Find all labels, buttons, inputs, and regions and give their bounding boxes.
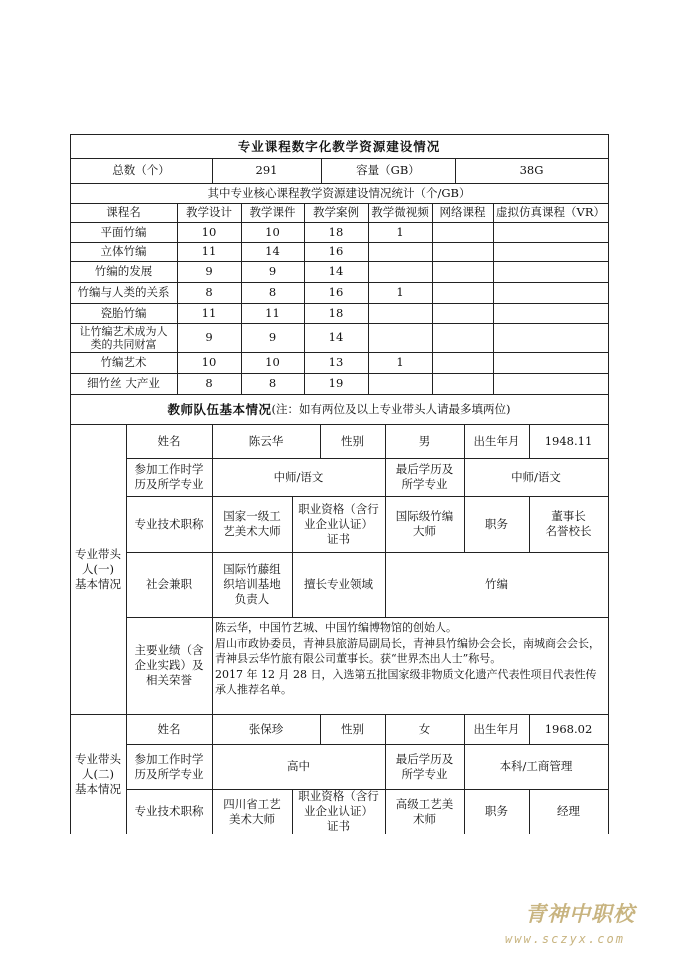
capacity-value: 38G (519, 163, 544, 177)
leader1-post-label: 职务 (485, 516, 508, 531)
leader1-birth: 1948.11 (544, 433, 593, 448)
leader1-social: 国际竹藤组 织培训基地 负责人 (223, 562, 281, 606)
course-value-cell: 1 (396, 224, 404, 239)
leader1-qual-label: 职业资格（含行 业企业认证） 证书 (298, 501, 379, 546)
leader1-title: 国家一级工 艺美术大师 (223, 509, 281, 538)
section-title: 专业课程数字化教学资源建设情况 (237, 138, 441, 154)
course-value-cell (493, 373, 608, 394)
leader2-gender: 女 (418, 721, 431, 736)
course-value-cell (493, 242, 608, 261)
leader2-title-label: 专业技术职称 (134, 804, 204, 818)
course-value-cell: 10 (201, 355, 217, 369)
leader1-post: 董事长 名誉校长 (545, 509, 592, 538)
course-name-cell: 竹编与人类的关系 (77, 285, 170, 299)
leader1-gender-label: 性别 (341, 433, 364, 448)
teacher-section-title (70, 394, 608, 424)
course-value-cell: 16 (328, 244, 344, 258)
leader2-title: 四川省工艺 美术大师 (223, 796, 281, 826)
course-value-cell: 8 (205, 285, 213, 299)
course-value-cell: 13 (328, 355, 344, 369)
course-value-cell: 11 (201, 305, 217, 320)
course-value-cell: 11 (201, 244, 217, 258)
leader1-field-label: 擅长专业领域 (304, 577, 373, 591)
col-header: 虚拟仿真课程（VR） (496, 205, 605, 219)
col-header: 教学设计 (186, 205, 232, 219)
leader1-name: 陈云华 (248, 433, 284, 448)
course-name-cell: 竹编艺术 (100, 355, 147, 369)
course-name-cell: 立体竹编 (100, 244, 147, 258)
course-value-cell (368, 323, 432, 352)
leader1-name-label: 姓名 (157, 433, 181, 448)
leader1-highest-edu: 中师/语文 (511, 469, 561, 484)
course-value-cell: 14 (328, 330, 344, 344)
watermark-url: www.sczyx.com (505, 932, 625, 946)
course-value-cell: 10 (265, 355, 280, 369)
leader1-achieve-label: 主要业绩（含 企业实践）及 相关荣誉 (134, 643, 204, 687)
course-value-cell (493, 303, 608, 323)
course-value-cell (432, 352, 493, 373)
course-value-cell (432, 222, 493, 242)
leader1-group-label: 专业带头 人(一) 基本情况 (75, 546, 121, 591)
course-value-cell: 10 (265, 224, 280, 239)
course-value-cell: 19 (328, 376, 344, 390)
course-name-cell: 竹编的发展 (94, 264, 153, 278)
course-value-cell: 14 (328, 264, 344, 278)
col-header: 教学微视频 (371, 205, 429, 219)
course-value-cell: 10 (201, 224, 217, 239)
course-value-cell: 11 (265, 305, 280, 320)
total-value: 291 (255, 163, 278, 177)
leader1-birth-label: 出生年月 (473, 433, 520, 448)
course-value-cell (493, 352, 608, 373)
leader1-achieve: 陈云华，中国竹艺城、中国竹编博物馆的创始人。 眉山市政协委员，青神县旅游局副局长，青神县竹编协会会长，南城商会会长，青神县云华竹旅有限公司董事长。获“世界杰出人士”称号。 2017 年 12 月 28 日，入选第五批国家级非物质文化遗产代表性项目代表性传承人推荐名单。 (215, 621, 600, 696)
course-value-cell (432, 261, 493, 282)
course-name-cell: 细竹丝 大产业 (87, 376, 160, 390)
course-value-cell: 8 (268, 285, 277, 299)
leader2-birth-label: 出生年月 (473, 721, 520, 736)
leader1-work-edu-label: 参加工作时学 历及所学专业 (134, 462, 204, 491)
course-value-cell: 1 (396, 285, 404, 299)
course-value-cell: 9 (268, 264, 277, 278)
course-value-cell: 8 (268, 376, 277, 390)
leader2-post: 经理 (557, 804, 580, 818)
leader2-name: 张保珍 (248, 721, 284, 736)
course-value-cell: 9 (268, 330, 277, 344)
leader1-social-label: 社会兼职 (146, 577, 192, 591)
course-value-cell (493, 222, 608, 242)
leader1-gender: 男 (418, 433, 431, 448)
course-value-cell (432, 303, 493, 323)
leader1-highest-edu-label: 最后学历及 所学专业 (395, 462, 454, 491)
course-value-cell (493, 282, 608, 303)
leader2-gender-label: 性别 (341, 721, 364, 736)
course-name-cell: 平面竹编 (100, 224, 147, 239)
course-value-cell (432, 242, 493, 261)
course-value-cell (368, 303, 432, 323)
course-value-cell (368, 242, 432, 261)
course-value-cell: 18 (328, 224, 344, 239)
core-course-subtitle: 其中专业核心课程教学资源建设情况统计（个/GB） (207, 185, 471, 200)
teacher-section-note: (注：如有两位及以上专业带头人请最多填两位) (271, 401, 511, 416)
course-name-cell: 让竹编艺术成为人 类的共同财富 (79, 324, 168, 351)
col-header: 课程名 (106, 205, 141, 219)
leader1-title-label: 专业技术职称 (134, 516, 204, 531)
course-value-cell (493, 261, 608, 282)
leader1-qual: 国际级竹编 大师 (395, 509, 454, 538)
course-value-cell (432, 373, 493, 394)
leader2-name-label: 姓名 (157, 721, 181, 736)
course-value-cell: 9 (205, 264, 213, 278)
watermark-brand: 青神中职校 (525, 902, 635, 926)
course-value-cell (432, 323, 493, 352)
leader2-work-edu-label: 参加工作时学 历及所学专业 (134, 751, 204, 781)
course-name-cell: 瓷胎竹编 (100, 305, 147, 320)
course-value-cell: 18 (328, 305, 344, 320)
leader2-work-edu: 高中 (287, 759, 310, 773)
course-value-cell: 14 (265, 244, 280, 258)
course-value-cell: 16 (328, 285, 344, 299)
course-value-cell: 1 (396, 355, 404, 369)
leader2-qual: 高级工艺美 术师 (395, 796, 454, 826)
col-header: 网络课程 (439, 205, 486, 219)
leader2-birth: 1968.02 (544, 721, 593, 736)
teacher-section-heading: 教师队伍基本情况 (167, 401, 272, 417)
leader2-group-label: 专业带头 人(二) 基本情况 (75, 751, 121, 796)
leader2-highest-edu-label: 最后学历及 所学专业 (395, 751, 454, 781)
course-value-cell: 9 (205, 330, 213, 344)
leader2-post-label: 职务 (485, 804, 508, 818)
leader2-highest-edu: 本科/工商管理 (499, 759, 573, 773)
total-label: 总数（个） (112, 163, 170, 177)
course-value-cell (368, 261, 432, 282)
col-header: 教学案例 (313, 205, 359, 219)
leader1-field: 竹编 (485, 577, 508, 591)
col-header: 教学课件 (249, 205, 296, 219)
course-value-cell (432, 282, 493, 303)
leader2-qual-label: 职业资格（含行 业企业认证） 证书 (298, 789, 379, 833)
course-value-cell (368, 373, 432, 394)
course-value-cell (493, 323, 608, 352)
leader1-work-edu: 中师/语文 (273, 469, 324, 484)
capacity-label: 容量（GB） (356, 163, 420, 177)
course-value-cell: 8 (205, 376, 213, 390)
